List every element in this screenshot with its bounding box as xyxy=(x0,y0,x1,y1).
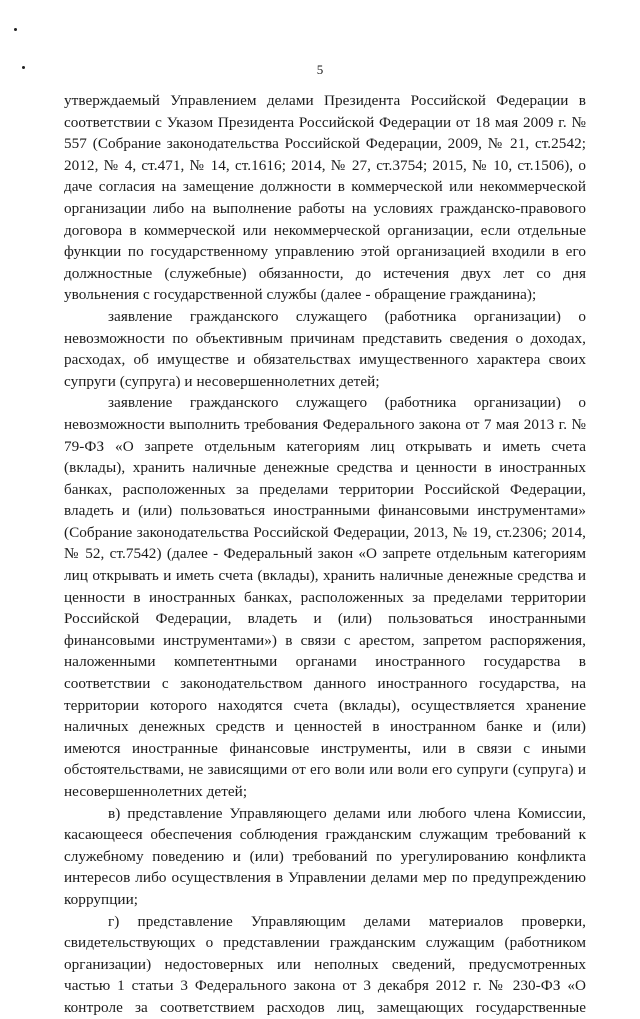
paragraph-item-v: в) представление Управляющего делами или любого члена Комиссии, касающееся обеспечения соблюдения гражданским служащим требований к служебному поведению и (или) требований по урегулированию конфликта интересов либо осуществления в Управлении делами мер по предупреждению коррупции; xyxy=(64,804,586,908)
paragraph-continuation: утверждаемый Управлением делами Президента Российской Федерации в соответствии с Указом Президента Российской Федерации от 18 мая 2009 г. № 557 (Собрание законодательства Российской Федерации, 2009, № 21, ст.2542; 2012, № 4, ст.471, № 14, ст.1616; 2014, № 27, ст.3754; 2015, № 10, ст.1506), о даче согласия на замещение должности в коммерческой или некоммерческой организации либо на выполнение работы на условиях гражданско-правового договора в коммерческой или некоммерческой организации, если отдельные функции по государственному управлению этой организацией входили в его должностные (служебные) обязанности, до истечения двух лет со дня увольнения с государственной службы (далее - обращение гражданина); xyxy=(64,92,586,304)
paragraph-statement-impossibility: заявление гражданского служащего (работника организации) о невозможности по объективным причинам представить сведения о доходах, расходах, об имуществе и обязательствах имущественного характера своих супруги (супруга) и несовершеннолетних детей; xyxy=(64,307,586,390)
paragraph-item-g: г) представление Управляющим делами материалов проверки, свидетельствующих о представлении гражданским служащим (работником организации) недостоверных или неполных сведений, предусмотренных частью 1 статьи 3 Федерального закона от 3 декабря 2012 г. № 230-ФЗ «О контроле за соответствием расходов лиц, замещающих государственные xyxy=(64,912,586,1016)
page-number: 5 xyxy=(316,62,324,77)
paragraph-statement-requirements: заявление гражданского служащего (работника организации) о невозможности выполнить требования Федерального закона от 7 мая 2013 г. № 79-ФЗ «О запрете отдельным категориям лиц открывать и иметь счета (вклады), хранить наличные денежные средства и ценности в иностранных банках, расположенных за пределами территории Российской Федерации, владеть и (или) пользоваться иностранными финансовыми инструментами» (Собрание законодательства Российской Федерации, 2013, № 19, ст.2306; 2014, № 52, ст.7542) (далее - Федеральный закон «О запрете отдельным категориям лиц открывать и иметь счета (вклады), хранить наличные денежные средства и ценности в иностранных банках, расположенных за пределами территории Российской Федерации, владеть и (или) пользоваться иностранными финансовыми инструментами») в связи с арестом, запретом распоряжения, наложенными компетентными органами иностранного государства в соответствии с законодательством данного иностранного государства, на территории которого находятся счета (вклады), осуществляется хранение наличных денежных средств и ценностей в иностранном банке и (или) имеются иностранные финансовые инструменты, или в связи с иными обстоятельствами, не зависящими от его воли или воли его супруги (супруга) и несовершеннолетних детей; xyxy=(64,394,586,800)
scan-speck xyxy=(14,28,17,31)
document-body xyxy=(64,90,586,1019)
